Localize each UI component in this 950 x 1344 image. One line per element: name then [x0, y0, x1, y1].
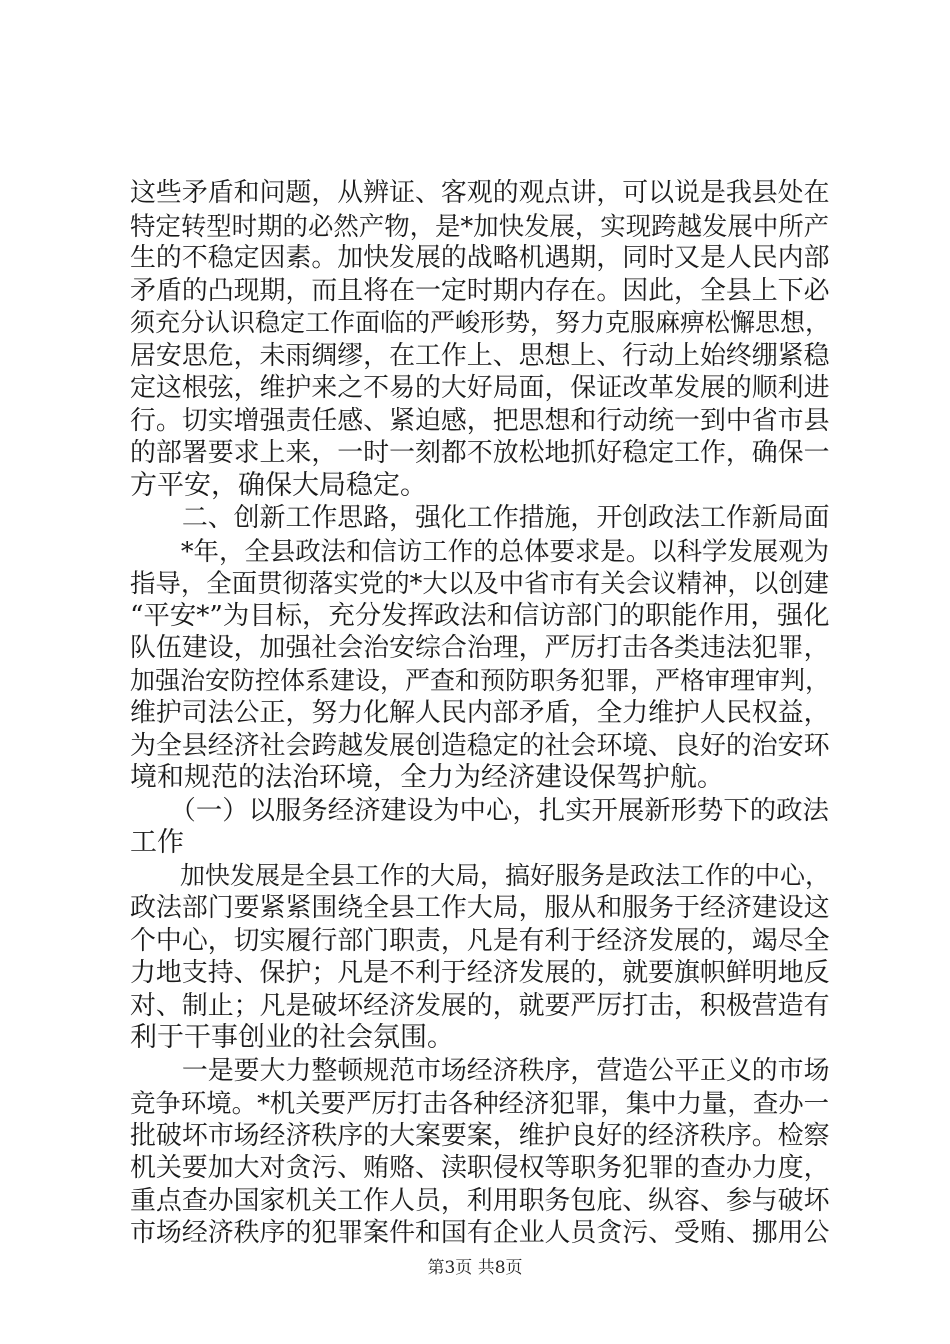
text-line: 对、制止；凡是破坏经济发展的，就要严厉打击，积极营造有	[130, 990, 830, 1021]
text-line: 力地支持、保护；凡是不利于经济发展的，就要旗帜鲜明地反	[130, 958, 830, 988]
text-line: 重点查办国家机关工作人员，利用职务包庇、纵容、参与破坏	[130, 1185, 830, 1216]
text-line: 竞争环境。*机关要严厉打击各种经济犯罪，集中力量，查办一	[130, 1088, 830, 1118]
text-line: 政法部门要紧紧围绕全县工作大局，服从和服务于经济建设这	[130, 893, 830, 923]
text-line: 队伍建设，加强社会治安综合治理，严厉打击各类违法犯罪，	[130, 633, 830, 663]
text-line: 特定转型时期的必然产物，是*加快发展，实现跨越发展中所产	[130, 210, 830, 241]
text-line: “平安*”为目标，充分发挥政法和信访部门的职能作用，强化	[130, 600, 830, 631]
text-line: *年，全县政法和信访工作的总体要求是。以科学发展观为	[130, 535, 830, 566]
text-line: 矛盾的凸现期，而且将在一定时期内存在。因此，全县上下必	[130, 275, 830, 306]
text-line: 利于干事创业的社会氛围。	[130, 1022, 454, 1053]
text-line: 这些矛盾和问题，从辨证、客观的观点讲，可以说是我县处在	[130, 178, 830, 208]
text-line: 境和规范的法治环境，全力为经济建设保驾护航。	[130, 762, 724, 793]
text-line: 定这根弦，维护来之不易的大好局面，保证改革发展的顺利进	[130, 373, 830, 403]
text-line: 指导，全面贯彻落实党的*大以及中省市有关会议精神，以创建	[130, 568, 830, 598]
text-line: 生的不稳定因素。加快发展的战略机遇期，同时又是人民内部	[130, 243, 830, 273]
text-line: 市场经济秩序的犯罪案件和国有企业人员贪污、受贿、挪用公	[130, 1218, 830, 1248]
text-line: 加强治安防控体系建设，严查和预防职务犯罪，严格审理审判，	[130, 665, 831, 695]
text-line: 加快发展是全县工作的大局，搞好服务是政法工作的中心，	[130, 860, 831, 890]
text-line: 维护司法公正，努力化解人民内部矛盾，全力维护人民权益，	[130, 698, 830, 728]
text-line: 须充分认识稳定工作面临的严峻形势，努力克服麻痹松懈思想，	[130, 308, 831, 337]
page-number-footer: 第3页 共8页	[427, 1258, 523, 1278]
text-line: 的部署要求上来，一时一刻都不放松地抓好稳定工作，确保一	[130, 438, 830, 468]
text-line: 行。切实增强责任感、紧迫感，把思想和行动统一到中省市县	[130, 405, 830, 436]
text-line: 一是要大力整顿规范市场经济秩序，营造公平正义的市场	[130, 1055, 830, 1086]
text-line: 居安思危，未雨绸缪，在工作上、思想上、行动上始终绷紧稳	[130, 340, 830, 371]
text-line: （一）以服务经济建设为中心，扎实开展新形势下的政法	[130, 795, 829, 826]
text-line: 批破坏市场经济秩序的大案要案，维护良好的经济秩序。检察	[130, 1120, 830, 1151]
text-line: 方平安，确保大局稳定。	[130, 469, 427, 501]
text-line: 工作	[130, 827, 184, 858]
text-line: 二、创新工作思路，强化工作措施，开创政法工作新局面	[130, 503, 830, 533]
text-line: 机关要加大对贪污、贿赂、渎职侵权等职务犯罪的查办力度，	[130, 1153, 830, 1183]
text-line: 为全县经济社会跨越发展创造稳定的社会环境、良好的治安环	[130, 730, 830, 761]
text-line: 个中心，切实履行部门职责，凡是有利于经济发展的，竭尽全	[130, 925, 830, 956]
